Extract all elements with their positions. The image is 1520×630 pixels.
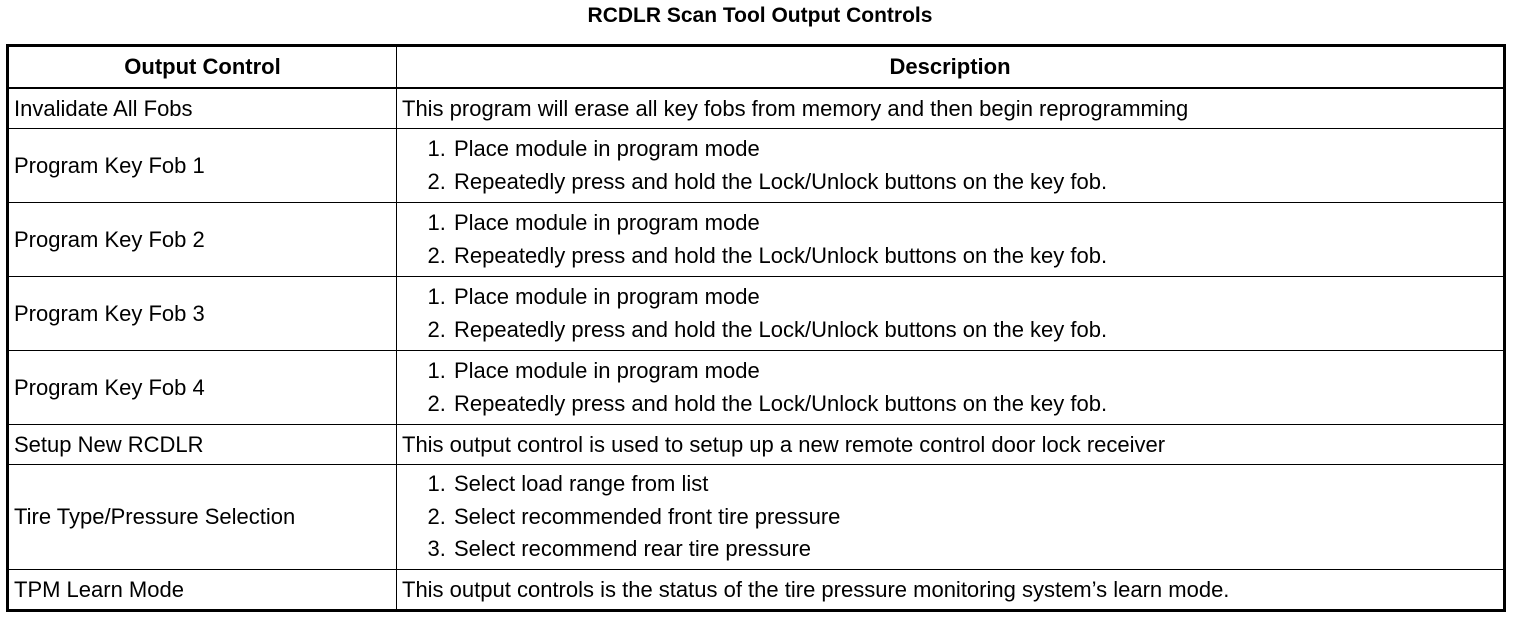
table-row	[8, 203, 1505, 277]
step-item: 2. Repeatedly press and hold the Lock/Unlock buttons on the key fob.	[452, 166, 1498, 199]
output-control-cell: Setup New RCDLR	[8, 425, 397, 465]
step-item: 2. Repeatedly press and hold the Lock/Unlock buttons on the key fob.	[452, 314, 1498, 347]
step-item: 1. Place module in program mode	[452, 281, 1498, 314]
description-cell: This output control is used to setup up a new remote control door lock receiver	[397, 425, 1505, 465]
page-title: RCDLR Scan Tool Output Controls	[587, 4, 933, 27]
table-row	[8, 129, 1505, 203]
description-cell	[397, 277, 1505, 351]
output-controls-table	[6, 44, 1506, 612]
table-row	[8, 351, 1505, 425]
output-control-cell: Invalidate All Fobs	[8, 88, 397, 129]
step-item: 2. Repeatedly press and hold the Lock/Unlock buttons on the key fob.	[452, 240, 1498, 273]
table-row	[8, 88, 1505, 129]
step-list	[402, 468, 1498, 566]
column-header-output-control: Output Control	[8, 46, 397, 89]
step-item: 1. Place module in program mode	[452, 133, 1498, 166]
table-row	[8, 465, 1505, 570]
description-cell	[397, 465, 1505, 570]
description-cell: This output controls is the status of the tire pressure monitoring system’s learn mode.	[397, 570, 1505, 611]
description-cell	[397, 129, 1505, 203]
step-item: 3. Select recommend rear tire pressure	[452, 533, 1498, 566]
column-header-description: Description	[397, 46, 1505, 89]
output-control-cell: Program Key Fob 3	[8, 277, 397, 351]
step-item: 1. Place module in program mode	[452, 207, 1498, 240]
table-row	[8, 425, 1505, 465]
step-item: 2. Repeatedly press and hold the Lock/Unlock buttons on the key fob.	[452, 388, 1498, 421]
table-row	[8, 570, 1505, 611]
step-list	[402, 133, 1498, 198]
step-list	[402, 281, 1498, 346]
step-item: 1. Select load range from list	[452, 468, 1498, 501]
step-item: 2. Select recommended front tire pressure	[452, 501, 1498, 534]
output-control-cell: Tire Type/Pressure Selection	[8, 465, 397, 570]
description-cell	[397, 203, 1505, 277]
description-cell: This program will erase all key fobs from memory and then begin reprogramming	[397, 88, 1505, 129]
output-control-cell: Program Key Fob 1	[8, 129, 397, 203]
table-header-row	[8, 46, 1505, 89]
step-list	[402, 355, 1498, 420]
table-row	[8, 277, 1505, 351]
output-control-cell: TPM Learn Mode	[8, 570, 397, 611]
description-cell	[397, 351, 1505, 425]
output-control-cell: Program Key Fob 2	[8, 203, 397, 277]
step-list	[402, 207, 1498, 272]
output-control-cell: Program Key Fob 4	[8, 351, 397, 425]
step-item: 1. Place module in program mode	[452, 355, 1498, 388]
